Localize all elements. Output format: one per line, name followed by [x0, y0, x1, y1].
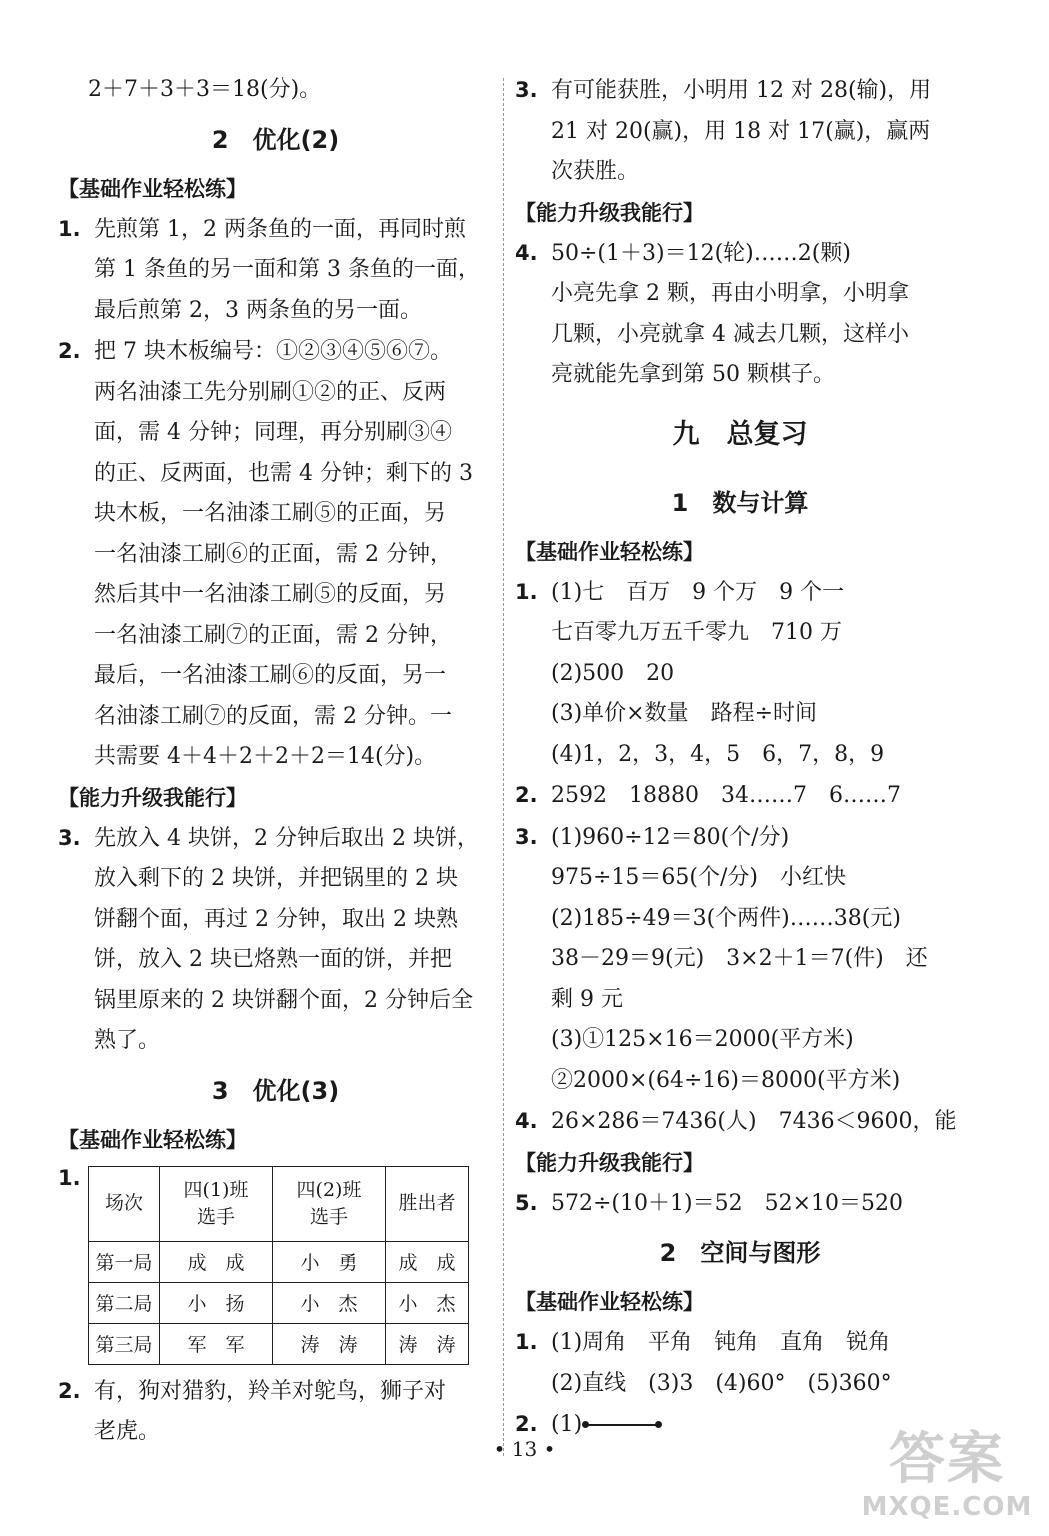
section-title-number-calc: 1 数与计算 [671, 488, 809, 517]
watermark-logo: 答案 [889, 1427, 1005, 1492]
answer-3-line-4: 饼，放入 2 块已烙熟一面的饼，并把 [94, 947, 452, 972]
answer-1-line-3: 最后煎第 2，3 两条鱼的另一面。 [94, 297, 422, 323]
answer-2-line-6: 一名油漆工刷⑥的正面，需 2 分钟， [94, 541, 452, 567]
answer-2-line-9: 最后，一名油漆工刷⑥的反面，另一 [94, 663, 447, 688]
column-divider [503, 78, 504, 1456]
site-watermark [857, 1428, 1037, 1522]
r-calc-3-line-1: 3. (1)960÷12＝80(个/分) [515, 824, 790, 850]
ability-tag-3: 【能力升级我能行】 [515, 1150, 704, 1175]
r-calc-3-line-5: 剩 9 元 [551, 986, 623, 1012]
section-title-space-shape: 2 空间与图形 [659, 1239, 821, 1267]
table-header-row [89, 1166, 469, 1241]
r-calc-1-line-4: (3)单价×数量 路程÷时间 [551, 701, 818, 726]
table-row [89, 1241, 469, 1282]
match-table [88, 1166, 469, 1365]
table-cell: 小 扬 [160, 1282, 273, 1323]
table-row [89, 1323, 469, 1364]
answer-2-line-7: 然后其中一名油漆工刷⑤的反面，另 [94, 582, 447, 607]
r-answer-4-line-3: 几颗，小亮就拿 4 减去几颗，这样小 [551, 321, 909, 347]
basic-practice-tag-2: 【基础作业轻松练】 [58, 1127, 247, 1152]
answer-2-line-3: 面，需 4 分钟；同理，再分别刷③④ [94, 420, 452, 445]
answer-1-number: 1. [58, 1165, 81, 1190]
r-geo-1-line-1: 1. (1)周角 平角 钝角 直角 锐角 [515, 1330, 891, 1355]
lead-line: 2＋7＋3＋3＝18(分)。 [88, 77, 322, 102]
watermark-text: MXQE.COM [861, 1492, 1033, 1522]
r-answer-4-line-4: 亮就能先拿到第 50 颗棋子。 [551, 362, 835, 387]
answer-2-line-8: 一名油漆工刷⑦的正面，需 2 分钟， [94, 622, 452, 648]
answer-2b-line-1: 2. 有，狗对猎豹，羚羊对鸵鸟，狮子对 [58, 1378, 447, 1404]
r-answer-4-line-2: 小亮先拿 2 颗，再由小明拿，小明拿 [551, 281, 909, 306]
r-calc-3-line-4: 38－29＝9(元) 3×2＋1＝7(件) 还 [551, 946, 928, 971]
answer-1-table-block [58, 1166, 493, 1365]
r-geo-2-line: 2. (1) [515, 1404, 965, 1446]
answer-2-line-4: 的正、反两面，也需 4 分钟；剩下的 3 [94, 460, 473, 486]
r-calc-3-line-7: ②2000×(64÷16)＝8000(平方米) [551, 1067, 901, 1093]
table-cell: 涛 涛 [273, 1323, 386, 1364]
answer-2-line-1: 2. 把 7 块木板编号：①②③④⑤⑥⑦。 [58, 339, 452, 364]
right-column [515, 70, 965, 1446]
r-calc-1-line-2: 七百零九万五千零九 710 万 [551, 620, 842, 645]
table-cell: 军 军 [160, 1323, 273, 1364]
basic-practice-tag-3: 【基础作业轻松练】 [515, 539, 704, 564]
ability-tag: 【能力升级我能行】 [58, 785, 247, 810]
table-cell: 成 成 [386, 1241, 469, 1282]
answer-2-line-10: 名油漆工刷⑦的反面，需 2 分钟。一 [94, 703, 452, 729]
table-cell: 小 杰 [386, 1282, 469, 1323]
table-cell: 成 成 [160, 1241, 273, 1282]
table-header-cell: 四(1)班 选手 [160, 1166, 273, 1241]
section-title-optimize-3: 3 优化(3) [211, 1076, 340, 1105]
answer-3-line-5: 锅里原来的 2 块饼翻个面，2 分钟后全 [94, 987, 473, 1013]
r-calc-1-line-5: (4)1，2，3，4，5 6，7，8，9 [551, 741, 885, 767]
r-answer-4-line-1: 4. 50÷(1＋3)＝12(轮)……2(颗) [515, 240, 851, 266]
table-row [89, 1282, 469, 1323]
answer-2b-line-2: 老虎。 [94, 1419, 161, 1444]
ability-tag-2: 【能力升级我能行】 [515, 200, 704, 225]
answer-3-line-2: 放入剩下的 2 块饼，并把锅里的 2 块 [94, 866, 458, 891]
section-title-optimize-2: 2 优化(2) [211, 125, 340, 154]
table-header-cell: 胜出者 [386, 1166, 469, 1241]
basic-practice-tag: 【基础作业轻松练】 [58, 176, 247, 201]
r-calc-3-line-6: (3)①125×16＝2000(平方米) [551, 1027, 854, 1052]
answer-1-line-1: 1. 先煎第 1，2 两条鱼的一面，再同时煎 [58, 216, 466, 242]
table-header-cell: 四(2)班 选手 [273, 1166, 386, 1241]
left-column [58, 70, 493, 1453]
r-calc-2-line: 2. 2592 18880 34……7 6……7 [515, 783, 901, 808]
r-calc-5-line: 5. 572÷(10＋1)＝52 52×10＝520 [515, 1190, 903, 1216]
answer-2-line-11: 共需要 4＋4＋2＋2＋2＝14(分)。 [94, 744, 437, 769]
table-cell: 第三局 [89, 1323, 160, 1364]
r-answer-3-line-2: 21 对 20(赢)，用 18 对 17(赢)，赢两 [551, 118, 931, 144]
r-calc-4-line: 4. 26×286＝7436(人) 7436＜9600，能 [515, 1109, 957, 1134]
line-segment-figure [582, 1419, 662, 1431]
basic-practice-tag-4: 【基础作业轻松练】 [515, 1290, 704, 1314]
table-cell: 涛 涛 [386, 1323, 469, 1364]
r-calc-3-line-3: (2)185÷49＝3(个两件)……38(元) [551, 905, 901, 931]
chapter-title: 九 总复习 [672, 418, 808, 450]
r-answer-3-line-3: 次获胜。 [551, 159, 640, 184]
r-calc-3-line-2: 975÷15＝65(个/分) 小红快 [551, 865, 846, 890]
table-cell: 第一局 [89, 1241, 160, 1282]
answer-1-line-2: 第 1 条鱼的另一面和第 3 条鱼的一面， [94, 257, 480, 282]
page-number: • 13 • [493, 1437, 556, 1461]
answer-3-line-6: 熟了。 [94, 1028, 161, 1053]
table-cell: 第二局 [89, 1282, 160, 1323]
table-cell: 小 杰 [273, 1282, 386, 1323]
table-header-cell: 场次 [89, 1166, 160, 1241]
answer-3-line-3: 饼翻个面，再过 2 分钟，取出 2 块熟 [94, 906, 458, 932]
r-calc-1-line-1: 1. (1)七 百万 9 个万 9 个一 [515, 579, 845, 605]
answer-2-line-5: 块木板，一名油漆工刷⑤的正面，另 [94, 501, 447, 526]
answer-2-line-2: 两名油漆工先分别刷①②的正、反两 [94, 379, 447, 405]
r-answer-3-line-1: 3. 有可能获胜，小明用 12 对 28(输)，用 [515, 78, 932, 103]
r-calc-1-line-3: (2)500 20 [551, 660, 675, 686]
r-geo-1-line-2: (2)直线 (3)3 (4)60° (5)360° [551, 1370, 892, 1396]
table-cell: 小 勇 [273, 1241, 386, 1282]
answer-3-line-1: 3. 先放入 4 块饼，2 分钟后取出 2 块饼， [58, 825, 479, 851]
